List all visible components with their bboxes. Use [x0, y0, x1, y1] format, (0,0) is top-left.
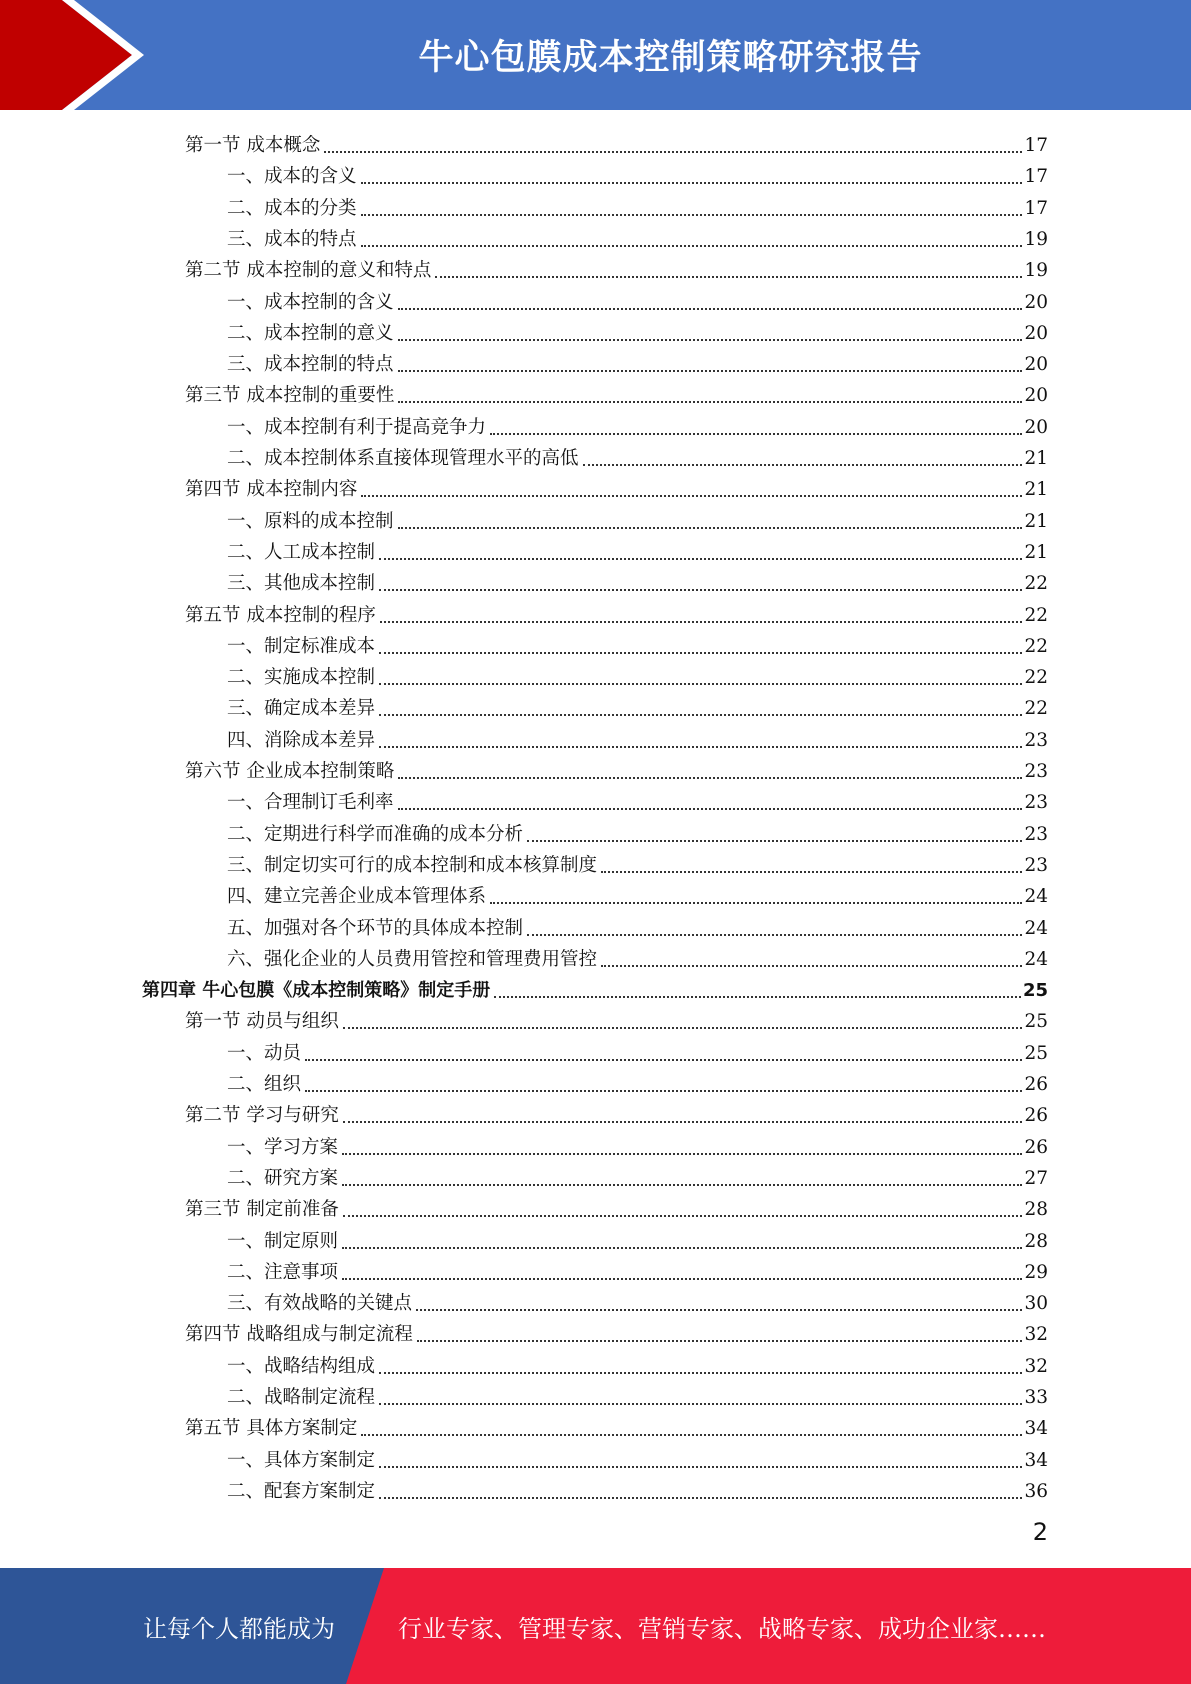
- toc-dot-leader: [601, 965, 1022, 967]
- toc-entry-page: 20: [1024, 416, 1048, 438]
- toc-dot-leader: [435, 276, 1022, 278]
- toc-entry-title: 第五节 成本控制的程序: [185, 604, 376, 626]
- toc-dot-leader: [342, 1184, 1022, 1186]
- page-footer: [0, 1568, 1191, 1684]
- toc-dot-leader: [527, 934, 1022, 936]
- toc-entry-title: 四、建立完善企业成本管理体系: [227, 886, 487, 908]
- toc-entry-title: 二、实施成本控制: [227, 667, 376, 689]
- toc-dot-leader: [342, 1153, 1022, 1155]
- toc-entry[interactable]: [227, 1129, 1048, 1160]
- toc-entry-page: 24: [1024, 886, 1048, 908]
- toc-entry-title: 六、强化企业的人员费用管控和管理费用管控: [227, 948, 598, 970]
- toc-entry-page: 28: [1024, 1199, 1048, 1221]
- toc-entry[interactable]: [227, 659, 1048, 690]
- toc-entry-title: 三、其他成本控制: [227, 573, 376, 595]
- toc-entry-page: 22: [1024, 635, 1048, 657]
- toc-entry[interactable]: [227, 503, 1048, 534]
- toc-dot-leader: [379, 558, 1022, 560]
- toc-dot-leader: [305, 1059, 1022, 1061]
- toc-entry-title: 二、注意事项: [227, 1261, 339, 1283]
- toc-dot-leader: [583, 464, 1023, 466]
- toc-dot-leader: [490, 902, 1022, 904]
- toc-entry-title: 三、成本控制的特点: [227, 354, 394, 376]
- toc-entry-page: 25: [1022, 980, 1048, 1002]
- toc-entry-title: 二、成本控制体系直接体现管理水平的高低: [227, 448, 579, 469]
- toc-entry-page: 23: [1024, 729, 1048, 751]
- toc-entry[interactable]: [185, 252, 1048, 283]
- page-number: 2: [1032, 1518, 1048, 1546]
- toc-entry-page: 23: [1024, 761, 1048, 782]
- toc-entry-title: 一、成本控制有利于提高竞争力: [227, 416, 487, 438]
- toc-entry-page: 34: [1024, 1418, 1048, 1440]
- toc-entry-title: 一、成本控制的含义: [227, 291, 394, 313]
- toc-entry-title: 二、组织: [227, 1074, 302, 1095]
- toc-entry-title: 二、成本的分类: [227, 197, 357, 219]
- toc-dot-leader: [398, 808, 1023, 810]
- toc-entry-page: 21: [1024, 479, 1048, 501]
- toc-dot-leader: [490, 433, 1022, 435]
- toc-entry-title: 第一节 动员与组织: [185, 1011, 339, 1033]
- toc-dot-leader: [379, 683, 1022, 685]
- toc-entry[interactable]: [227, 1442, 1048, 1473]
- toc-dot-leader: [417, 1340, 1023, 1342]
- toc-entry[interactable]: [227, 346, 1048, 377]
- toc-dot-leader: [380, 621, 1023, 623]
- toc-dot-leader: [416, 1309, 1022, 1311]
- toc-dot-leader: [361, 182, 1023, 184]
- toc-entry[interactable]: [185, 753, 1048, 784]
- toc-entry-page: 27: [1024, 1167, 1048, 1189]
- toc-entry-page: 26: [1024, 1136, 1048, 1158]
- toc-entry-title: 一、制定原则: [227, 1230, 339, 1252]
- toc-entry-page: 21: [1024, 448, 1048, 469]
- toc-entry-page: 25: [1024, 1011, 1048, 1033]
- toc-entry-page: 17: [1024, 166, 1048, 188]
- toc-entry-title: 一、动员: [227, 1042, 302, 1064]
- toc-entry[interactable]: [227, 284, 1048, 315]
- toc-entry[interactable]: [185, 127, 1048, 158]
- toc-entry[interactable]: [227, 628, 1048, 659]
- toc-dot-leader: [305, 1090, 1022, 1092]
- toc-entry[interactable]: [227, 1254, 1048, 1285]
- toc-dot-leader: [361, 1434, 1022, 1436]
- toc-entry-title: 第二节 学习与研究: [185, 1105, 339, 1127]
- toc-entry-title: 五、加强对各个环节的具体成本控制: [227, 917, 524, 939]
- toc-entry[interactable]: [227, 1160, 1048, 1191]
- toc-entry-title: 二、成本控制的意义: [227, 322, 394, 344]
- toc-entry-page: 28: [1024, 1230, 1048, 1252]
- toc-entry-title: 三、成本的特点: [227, 228, 357, 250]
- toc-entry-title: 第三节 制定前准备: [185, 1199, 339, 1221]
- toc-entry-title: 第一节 成本概念: [185, 135, 321, 156]
- toc-entry[interactable]: [227, 847, 1048, 878]
- toc-entry[interactable]: [185, 377, 1048, 408]
- toc-entry[interactable]: [227, 816, 1048, 847]
- toc-dot-leader: [379, 746, 1022, 748]
- toc-entry[interactable]: [227, 534, 1048, 565]
- toc-entry-title: 二、战略制定流程: [227, 1387, 376, 1408]
- toc-entry-page: 24: [1024, 948, 1048, 970]
- toc-entry-page: 17: [1024, 197, 1048, 219]
- toc-entry-page: 29: [1024, 1261, 1048, 1283]
- toc-entry-page: 17: [1024, 135, 1048, 156]
- toc-dot-leader: [527, 840, 1022, 842]
- toc-entry-title: 二、配套方案制定: [227, 1480, 376, 1502]
- toc-entry-page: 21: [1024, 541, 1048, 563]
- footer-slogan-right: 行业专家、管理专家、营销专家、战略专家、成功企业家……: [398, 1614, 1046, 1643]
- toc-entry-page: 26: [1024, 1105, 1048, 1127]
- toc-entry-page: 21: [1024, 510, 1048, 532]
- toc-entry-title: 第三节 成本控制的重要性: [185, 385, 395, 407]
- toc-dot-leader: [379, 589, 1022, 591]
- toc-entry-title: 一、原料的成本控制: [227, 510, 394, 532]
- toc-entry[interactable]: [185, 1410, 1048, 1441]
- toc-entry-title: 二、定期进行科学而准确的成本分析: [227, 823, 524, 845]
- toc-entry[interactable]: [227, 315, 1048, 346]
- toc-entry-page: 33: [1024, 1387, 1048, 1408]
- toc-entry-page: 22: [1024, 573, 1048, 595]
- toc-entry-page: 32: [1024, 1355, 1048, 1377]
- toc-dot-leader: [379, 1497, 1022, 1499]
- toc-dot-leader: [379, 1403, 1022, 1405]
- toc-entry-page: 22: [1024, 698, 1048, 720]
- toc-entry-title: 第二节 成本控制的意义和特点: [185, 260, 432, 282]
- toc-entry-title: 一、战略结构组成: [227, 1355, 376, 1377]
- toc-entry[interactable]: [227, 910, 1048, 941]
- toc-entry-title: 一、成本的含义: [227, 166, 357, 188]
- toc-entry[interactable]: [227, 190, 1048, 221]
- toc-dot-leader: [398, 370, 1023, 372]
- toc-entry-page: 20: [1024, 385, 1048, 407]
- toc-dot-leader: [379, 1466, 1022, 1468]
- toc-entry-title: 三、制定切实可行的成本控制和成本核算制度: [227, 854, 598, 876]
- toc-entry[interactable]: [227, 1285, 1048, 1316]
- toc-entry-page: 23: [1024, 854, 1048, 876]
- toc-dot-leader: [398, 339, 1023, 341]
- toc-entry-title: 三、确定成本差异: [227, 698, 376, 720]
- toc-entry[interactable]: [227, 1035, 1048, 1066]
- toc-entry-title: 第四节 成本控制内容: [185, 479, 358, 501]
- footer-slogan-left: 让每个人都能成为: [143, 1614, 335, 1643]
- toc-entry[interactable]: [227, 221, 1048, 252]
- toc-entry[interactable]: [227, 440, 1048, 471]
- toc-dot-leader: [398, 777, 1022, 779]
- toc-dot-leader: [494, 996, 1021, 998]
- toc-entry-page: 23: [1024, 823, 1048, 845]
- toc-entry[interactable]: [227, 941, 1048, 972]
- toc-entry[interactable]: [227, 1348, 1048, 1379]
- toc-entry-title: 第四章 牛心包膜《成本控制策略》制定手册: [142, 980, 491, 1002]
- toc-entry[interactable]: [227, 784, 1048, 815]
- toc-entry-title: 第六节 企业成本控制策略: [185, 761, 395, 782]
- toc-entry-title: 一、具体方案制定: [227, 1449, 376, 1471]
- toc-entry[interactable]: [227, 878, 1048, 909]
- toc-entry-page: 36: [1024, 1480, 1048, 1502]
- toc-dot-leader: [361, 214, 1023, 216]
- toc-entry-page: 19: [1024, 260, 1048, 282]
- page-header: [0, 0, 1191, 110]
- toc-entry[interactable]: [227, 565, 1048, 596]
- toc-entry-title: 一、学习方案: [227, 1136, 339, 1158]
- toc-entry-title: 四、消除成本差异: [227, 729, 376, 751]
- toc-dot-leader: [343, 1121, 1023, 1123]
- toc-entry[interactable]: [227, 1473, 1048, 1504]
- toc-entry[interactable]: [185, 1097, 1048, 1128]
- toc-dot-leader: [398, 308, 1023, 310]
- toc-entry-page: 25: [1024, 1042, 1048, 1064]
- toc-entry[interactable]: [227, 1379, 1048, 1410]
- toc-entry-page: 22: [1024, 667, 1048, 689]
- toc-dot-leader: [361, 245, 1023, 247]
- toc-entry[interactable]: [227, 690, 1048, 721]
- toc-entry-title: 二、研究方案: [227, 1167, 339, 1189]
- toc-dot-leader: [343, 1027, 1023, 1029]
- toc-dot-leader: [342, 1247, 1022, 1249]
- toc-entry-title: 二、人工成本控制: [227, 541, 376, 563]
- toc-entry-page: 20: [1024, 322, 1048, 344]
- toc-dot-leader: [361, 495, 1022, 497]
- toc-entry-page: 22: [1024, 604, 1048, 626]
- toc-entry[interactable]: [185, 597, 1048, 628]
- toc-dot-leader: [342, 1278, 1022, 1280]
- toc-entry-page: 23: [1024, 792, 1048, 814]
- toc-entry[interactable]: [227, 158, 1048, 189]
- toc-entry[interactable]: [227, 409, 1048, 440]
- toc-entry-title: 第四节 战略组成与制定流程: [185, 1324, 413, 1346]
- toc-entry[interactable]: [142, 972, 1048, 1003]
- toc-entry-title: 第五节 具体方案制定: [185, 1418, 358, 1440]
- toc-entry[interactable]: [227, 1066, 1048, 1097]
- toc-dot-leader: [601, 871, 1022, 873]
- toc-entry-page: 34: [1024, 1449, 1048, 1471]
- toc-entry-title: 一、合理制订毛利率: [227, 792, 394, 814]
- toc-entry-page: 24: [1024, 917, 1048, 939]
- toc-entry-page: 26: [1024, 1074, 1048, 1095]
- toc-dot-leader: [324, 151, 1022, 153]
- toc-entry-page: 19: [1024, 228, 1048, 250]
- toc-dot-leader: [398, 527, 1023, 529]
- toc-entry[interactable]: [185, 471, 1048, 502]
- toc-dot-leader: [379, 652, 1022, 654]
- document-title: 牛心包膜成本控制策略研究报告: [418, 38, 923, 78]
- header-arrow-icon: [0, 0, 160, 110]
- toc-entry-title: 三、有效战略的关键点: [227, 1293, 413, 1315]
- toc-dot-leader: [379, 714, 1022, 716]
- toc-entry[interactable]: [185, 1003, 1048, 1034]
- toc-entry-page: 32: [1024, 1324, 1048, 1346]
- toc-dot-leader: [398, 401, 1022, 403]
- toc-dot-leader: [379, 1372, 1022, 1374]
- toc-entry-page: 20: [1024, 291, 1048, 313]
- toc-entry[interactable]: [227, 722, 1048, 753]
- toc-entry-page: 30: [1024, 1293, 1048, 1315]
- toc-entry[interactable]: [185, 1316, 1048, 1347]
- toc-entry-title: 一、制定标准成本: [227, 635, 376, 657]
- toc-entry[interactable]: [185, 1191, 1048, 1222]
- toc-entry-page: 20: [1024, 354, 1048, 376]
- toc-dot-leader: [343, 1215, 1023, 1217]
- toc-entry[interactable]: [227, 1223, 1048, 1254]
